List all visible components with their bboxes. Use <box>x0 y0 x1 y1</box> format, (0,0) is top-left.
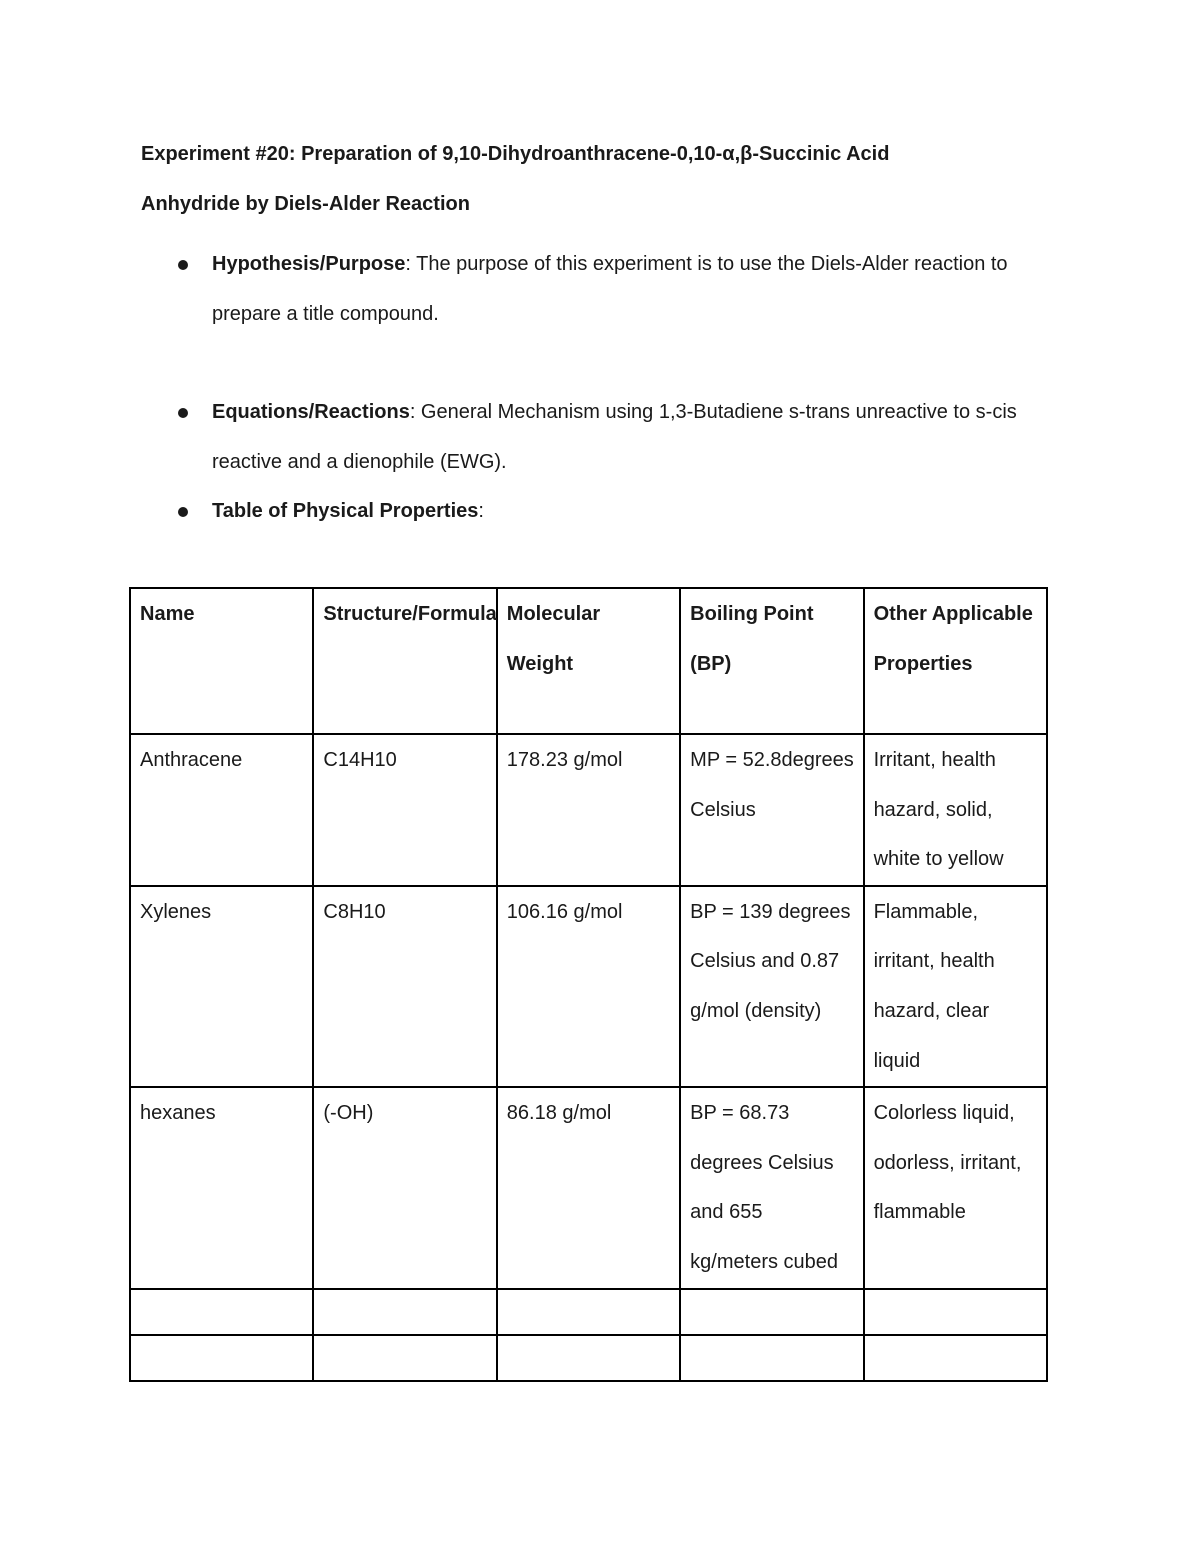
bullet-equations <box>176 388 1056 487</box>
bullet-label: Table of Physical Properties <box>212 500 479 522</box>
header-cell: Name <box>130 588 313 734</box>
bullet-hypothesis <box>176 240 1056 339</box>
table-cell: BP = 68.73 degrees Celsius and 655 kg/meters cubed <box>680 1087 863 1288</box>
header-cell: Boiling Point (BP) <box>680 588 863 734</box>
header-cell: Molecular Weight <box>497 588 680 734</box>
table-cell: hexanes <box>130 1087 313 1288</box>
table-cell: 86.18 g/mol <box>497 1087 680 1288</box>
table-row <box>130 886 1047 1087</box>
table-cell: MP = 52.8degrees Celsius <box>680 734 863 886</box>
table-cell <box>680 1335 863 1381</box>
table-cell <box>313 1289 496 1335</box>
bullet-label: Equations/Reactions <box>212 401 410 423</box>
document-title-line-1: Experiment #20: Preparation of 9,10-Dihydroanthracene-0,10-α,β-Succinic Acid <box>141 143 890 165</box>
table-cell <box>130 1335 313 1381</box>
bullet-text: : The purpose of this experiment is to use the Diels-Alder reaction to prepare a title compound. <box>212 253 1008 325</box>
table-cell <box>497 1335 680 1381</box>
table-cell: (-OH) <box>313 1087 496 1288</box>
bullet-text: : General Mechanism using 1,3-Butadiene s-trans unreactive to s-cis reactive and a dienophile (EWG). <box>212 401 1017 473</box>
table-cell <box>497 1289 680 1335</box>
header-cell: Structure/Formula <box>313 588 496 734</box>
bullet-label: Hypothesis/Purpose <box>212 253 406 275</box>
table-cell: Irritant, health hazard, solid, white to yellow <box>864 734 1047 886</box>
header-cell: Other Applicable Properties <box>864 588 1047 734</box>
spacer <box>176 339 1056 388</box>
bullet-table-of-properties <box>176 487 1056 537</box>
bullet-dot-icon <box>178 260 188 270</box>
table-cell: BP = 139 degrees Celsius and 0.87 g/mol (density) <box>680 886 863 1087</box>
table-cell <box>864 1289 1047 1335</box>
table-cell: Anthracene <box>130 734 313 886</box>
document-title-line-2: Anhydride by Diels-Alder Reaction <box>141 193 470 215</box>
table-row-empty <box>130 1289 1047 1335</box>
physical-properties-table <box>129 587 1048 1382</box>
bullet-dot-icon <box>178 408 188 418</box>
table-cell: Colorless liquid, odorless, irritant, flammable <box>864 1087 1047 1288</box>
table-row-empty <box>130 1335 1047 1381</box>
table-cell: Flammable, irritant, health hazard, clear liquid <box>864 886 1047 1087</box>
table-cell: 178.23 g/mol <box>497 734 680 886</box>
table-cell: C14H10 <box>313 734 496 886</box>
bullet-text: : <box>478 500 484 522</box>
table-cell: C8H10 <box>313 886 496 1087</box>
table-cell <box>130 1289 313 1335</box>
table-cell <box>313 1335 496 1381</box>
table-cell <box>680 1289 863 1335</box>
table-cell: Xylenes <box>130 886 313 1087</box>
table-cell <box>864 1335 1047 1381</box>
table-header-row <box>130 588 1047 734</box>
bullet-dot-icon <box>178 507 188 517</box>
table-row <box>130 734 1047 886</box>
table-row <box>130 1087 1047 1288</box>
table-cell: 106.16 g/mol <box>497 886 680 1087</box>
bullet-list <box>176 240 1056 537</box>
